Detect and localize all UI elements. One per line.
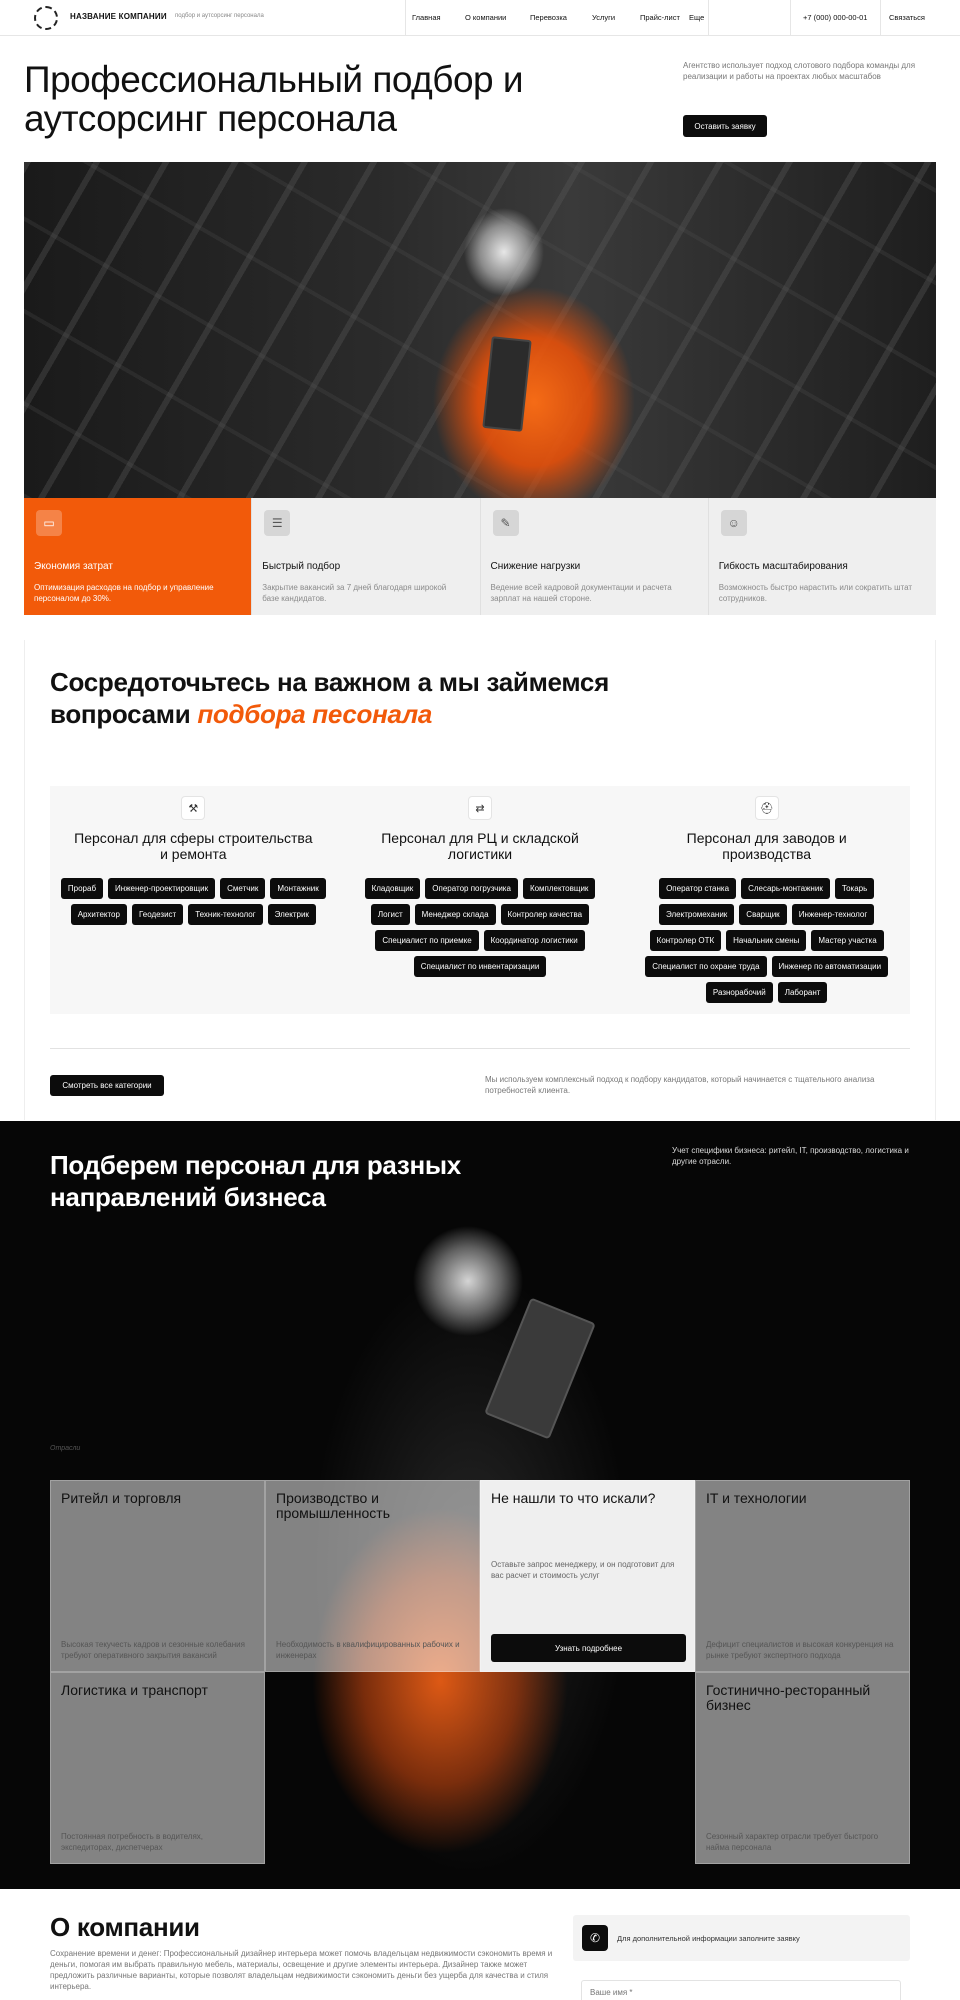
about-text: Сохранение времени и денег: Профессиональный дизайнер интерьера может помочь владельцам недвижимости сэкономить время и деньги, помогая им выбрать правильную мебель, материалы, освещение и другие элементы интерьера. Дизайнер также может предложить различные варианты, которые позволят владельцам недвижимости сэкономить деньги без ущерба для качества и стиля интерьера.	[50, 1949, 553, 1991]
industry-card-hospitality[interactable]	[695, 1672, 910, 1864]
route-icon: ⇄	[468, 796, 492, 820]
role-chip[interactable]: Лаборант	[778, 982, 828, 1003]
request-form-header	[573, 1915, 910, 1961]
industry-card-production[interactable]	[265, 1480, 480, 1672]
role-chip[interactable]: Сметчик	[220, 878, 265, 899]
cta-desc: Оставьте запрос менеджеру, и он подготовит для вас расчет и стоимость услуг	[491, 1560, 675, 1580]
industry-desc: Дефицит специалистов и высокая конкуренция на рынке требуют экспертного подхода	[706, 1640, 894, 1660]
role-chip[interactable]: Инженер-проектировщик	[108, 878, 215, 899]
industry-card-retail[interactable]	[50, 1480, 265, 1672]
search-list-icon: ☰	[264, 510, 290, 536]
role-chip[interactable]: Электрик	[268, 904, 316, 925]
role-chip[interactable]: Электромеханик	[659, 904, 734, 925]
industry-title: Гостинично-ресторанный бизнес	[706, 1682, 871, 1713]
role-chip[interactable]: Токарь	[835, 878, 874, 899]
feature-desc: Возможность быстро нарастить или сократить штат сотрудников.	[718, 583, 913, 603]
industry-title: Производство и промышленность	[276, 1490, 390, 1521]
nav-divider	[405, 0, 406, 36]
role-chip[interactable]: Техник-технолог	[188, 904, 262, 925]
role-chip[interactable]: Начальник смены	[726, 930, 806, 951]
industry-desc: Постоянная потребность в водителях, экспедиторах, диспетчерах	[61, 1832, 203, 1852]
industry-desc: Высокая текучесть кадров и сезонные колебания требуют оперативного закрытия вакансий	[61, 1640, 245, 1660]
role-chip[interactable]: Геодезист	[132, 904, 183, 925]
nav-about[interactable]: О компании	[465, 13, 507, 22]
role-chip[interactable]: Кладовщик	[365, 878, 421, 899]
role-chip[interactable]: Разнорабочий	[706, 982, 773, 1003]
role-chip[interactable]: Мастер участка	[811, 930, 883, 951]
name-input[interactable]	[581, 1980, 901, 2000]
industries-grid	[50, 1480, 910, 1866]
site-header	[0, 0, 960, 36]
form-label: Для дополнительной информации заполните заявку	[617, 1934, 800, 1943]
industry-card-logistics[interactable]	[50, 1672, 265, 1864]
category-title: Персонал для заводов и производства	[686, 830, 847, 862]
tools-icon: ⚒	[181, 796, 205, 820]
feature-card-cost[interactable]	[24, 498, 252, 615]
industry-title: IT и технологии	[706, 1490, 807, 1506]
role-chip[interactable]: Логист	[371, 904, 410, 925]
logo-icon[interactable]	[34, 6, 58, 30]
hero-title: Профессиональный подбор и аутсорсинг персонала	[24, 59, 524, 139]
focus-note: Мы используем комплексный подход к подбору кандидатов, который начинается с тщательного анализа потребностей клиента.	[485, 1075, 875, 1095]
feature-card-load[interactable]	[481, 498, 709, 615]
category-construction	[50, 786, 337, 1014]
clipboard-edit-icon: ✎	[493, 510, 519, 536]
feature-desc: Закрытие вакансий за 7 дней благодаря широкой базе кандидатов.	[262, 583, 447, 603]
nav-divider	[708, 0, 709, 36]
role-chip[interactable]: Оператор погрузчика	[425, 878, 518, 899]
contact-link[interactable]: Связаться	[889, 13, 925, 22]
category-logistics	[337, 786, 624, 1014]
industry-card-cta	[480, 1480, 695, 1672]
role-chip[interactable]: Комплектовщик	[523, 878, 595, 899]
wallet-icon: ▭	[36, 510, 62, 536]
role-chip[interactable]: Слесарь-монтажник	[741, 878, 830, 899]
focus-title-accent: подбора песонала	[197, 699, 433, 729]
features-row	[24, 498, 936, 615]
user-icon: ☺	[721, 510, 747, 536]
cta-title: Не нашли то что искали?	[491, 1490, 656, 1506]
role-chip[interactable]: Специалист по охране труда	[645, 956, 766, 977]
role-chip[interactable]: Сварщик	[739, 904, 786, 925]
helmet-icon: ⛑	[755, 796, 779, 820]
feature-card-scale[interactable]	[709, 498, 936, 615]
company-name[interactable]: НАЗВАНИЕ КОМПАНИИ	[70, 12, 167, 21]
chip-list	[632, 878, 902, 1003]
hero-image	[24, 162, 936, 498]
industry-desc: Сезонный характер отрасли требует быстрого найма персонала	[706, 1832, 879, 1852]
industry-title: Ритейл и торговля	[61, 1490, 182, 1506]
feature-title: Снижение нагрузки	[490, 561, 581, 572]
divider	[50, 1048, 910, 1049]
role-chip[interactable]: Инженер-технолог	[792, 904, 875, 925]
company-tagline: подбор и аутсорсинг персонала	[175, 13, 264, 19]
feature-desc: Оптимизация расходов на подбор и управление персоналом до 30%.	[34, 583, 214, 603]
nav-divider	[880, 0, 881, 36]
all-categories-button[interactable]: Смотреть все категории	[50, 1075, 164, 1096]
feature-card-fast[interactable]	[252, 498, 480, 615]
request-button[interactable]: Оставить заявку	[683, 115, 767, 137]
nav-pricelist[interactable]: Прайс-лист	[640, 13, 680, 22]
category-title: Персонал для сферы строительства и ремонта	[74, 830, 313, 862]
role-chip[interactable]: Инженер по автоматизации	[772, 956, 889, 977]
role-chip[interactable]: Монтажник	[270, 878, 325, 899]
feature-title: Гибкость масштабирования	[718, 561, 848, 572]
category-title: Персонал для РЦ и складской логистики	[381, 830, 579, 862]
worker-tablet	[484, 1297, 596, 1439]
category-factory	[623, 786, 910, 1014]
nav-more[interactable]: Еще	[689, 13, 705, 22]
business-note: Учет специфики бизнеса: ритейл, IT, производство, логистика и другие отрасли.	[672, 1146, 909, 1166]
industry-desc: Необходимость в квалифицированных рабочих и инженерах	[276, 1640, 460, 1660]
role-chip[interactable]: Контролер качества	[501, 904, 590, 925]
business-title: Подберем персонал для разных направлений бизнеса	[50, 1150, 461, 1212]
focus-title	[50, 666, 610, 730]
business-section	[0, 1121, 960, 1889]
hero-description: Агентство использует подход слотового подбора команды для реализации и работы на проектах любых масштабов	[683, 61, 916, 81]
focus-title-plain: Сосредоточьтесь на важном а мы займемся вопросами	[50, 667, 609, 729]
role-chip[interactable]: Оператор станка	[659, 878, 736, 899]
industry-card-it[interactable]	[695, 1480, 910, 1672]
feature-title: Быстрый подбор	[262, 561, 341, 572]
feature-desc: Ведение всей кадровой документации и расчета зарплат на нашей стороне.	[490, 583, 672, 603]
categories-panel	[50, 786, 910, 1014]
phone-icon: ✆	[582, 1925, 608, 1951]
phone-number[interactable]: +7 (000) 000-00-01	[803, 13, 868, 22]
worker-tablet	[482, 336, 531, 432]
role-chip[interactable]: Прораб	[61, 878, 103, 899]
about-title: О компании	[50, 1912, 200, 1942]
feature-title: Экономия затрат	[34, 561, 113, 572]
nav-transport[interactable]: Перевозка	[530, 13, 567, 22]
role-chip[interactable]: Архитектор	[71, 904, 127, 925]
chip-list	[58, 878, 328, 925]
role-chip[interactable]: Специалист по приемке	[375, 930, 478, 951]
industries-label: Отрасли	[50, 1445, 81, 1452]
learn-more-button[interactable]: Узнать подробнее	[491, 1634, 686, 1662]
role-chip[interactable]: Менеджер склада	[415, 904, 496, 925]
nav-divider	[790, 0, 791, 36]
role-chip[interactable]: Контролер ОТК	[650, 930, 721, 951]
chip-list	[345, 878, 615, 977]
role-chip[interactable]: Специалист по инвентаризации	[414, 956, 547, 977]
nav-services[interactable]: Услуги	[592, 13, 616, 22]
nav-home[interactable]: Главная	[412, 13, 441, 22]
industry-title: Логистика и транспорт	[61, 1682, 208, 1698]
role-chip[interactable]: Координатор логистики	[484, 930, 585, 951]
